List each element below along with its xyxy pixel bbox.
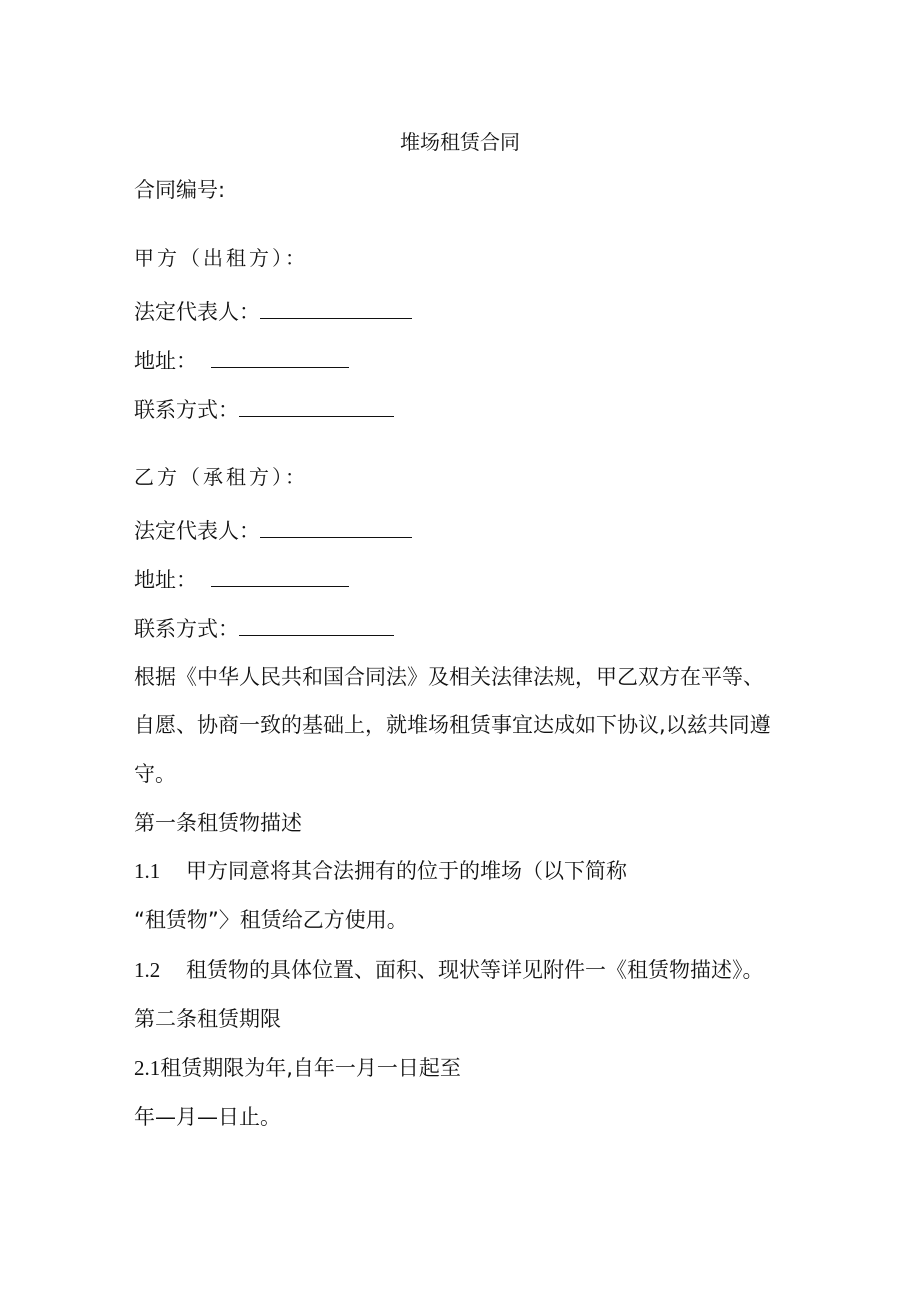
preamble-line-3: 守。 (134, 762, 176, 786)
party-b-rep-row (134, 517, 412, 545)
party-b-address-row (134, 566, 349, 594)
clause-1-2-number: 1.2 (134, 958, 161, 982)
party-b-contact-row (134, 615, 394, 643)
clause-1-1 (134, 857, 627, 885)
clause-1-1-continuation: “租赁物”〉租赁给乙方使用。 (134, 908, 408, 932)
party-a-rep-row (134, 298, 412, 326)
clause-1-1-number: 1.1 (134, 859, 161, 883)
party-a-heading: 甲方（出租方）： (134, 246, 308, 270)
party-a-address-row (134, 347, 349, 375)
party-b-rep-blank[interactable] (260, 517, 412, 538)
party-b-contact-blank[interactable] (239, 615, 394, 636)
clause-2-1-continuation: 年—月—日止。 (134, 1105, 281, 1129)
preamble-line-1: 根据《中华人民共和国合同法》及相关法律法规，甲乙双方在平等、 (134, 665, 764, 689)
clause-1-2-text: 租赁物的具体位置、面积、现状等详见附件一《租赁物描述》。 (186, 958, 764, 982)
party-a-contact-blank[interactable] (239, 396, 394, 417)
clause-1-1-text: 甲方同意将其合法拥有的位于的堆场（以下简称 (186, 859, 627, 883)
article-1-heading: 第一条租赁物描述 (134, 811, 302, 835)
preamble-line-2: 自愿、协商一致的基础上，就堆场租赁事宜达成如下协议,以兹共同遵 (134, 713, 771, 737)
party-a-contact-label: 联系方式： (134, 398, 239, 422)
contract-number-label: 合同编号: (134, 178, 226, 202)
party-a-address-blank[interactable] (211, 347, 349, 368)
page-title: 堆场租赁合同 (400, 130, 520, 154)
party-b-contact-label: 联系方式： (134, 617, 239, 641)
party-a-rep-blank[interactable] (260, 298, 412, 319)
party-b-address-label: 地址： (134, 568, 197, 592)
clause-2-1 (134, 1054, 461, 1082)
clause-1-2 (134, 956, 764, 984)
party-a-rep-label: 法定代表人： (134, 300, 260, 324)
article-2-heading: 第二条租赁期限 (134, 1007, 281, 1031)
party-b-address-blank[interactable] (211, 566, 349, 587)
party-b-rep-label: 法定代表人： (134, 519, 260, 543)
party-a-address-label: 地址： (134, 349, 197, 373)
party-b-heading: 乙方（承租方）： (134, 465, 308, 489)
party-a-contact-row (134, 396, 394, 424)
clause-2-1-text: 租赁期限为年,自年一月一日起至 (160, 1056, 461, 1080)
clause-2-1-number: 2.1 (134, 1056, 161, 1080)
